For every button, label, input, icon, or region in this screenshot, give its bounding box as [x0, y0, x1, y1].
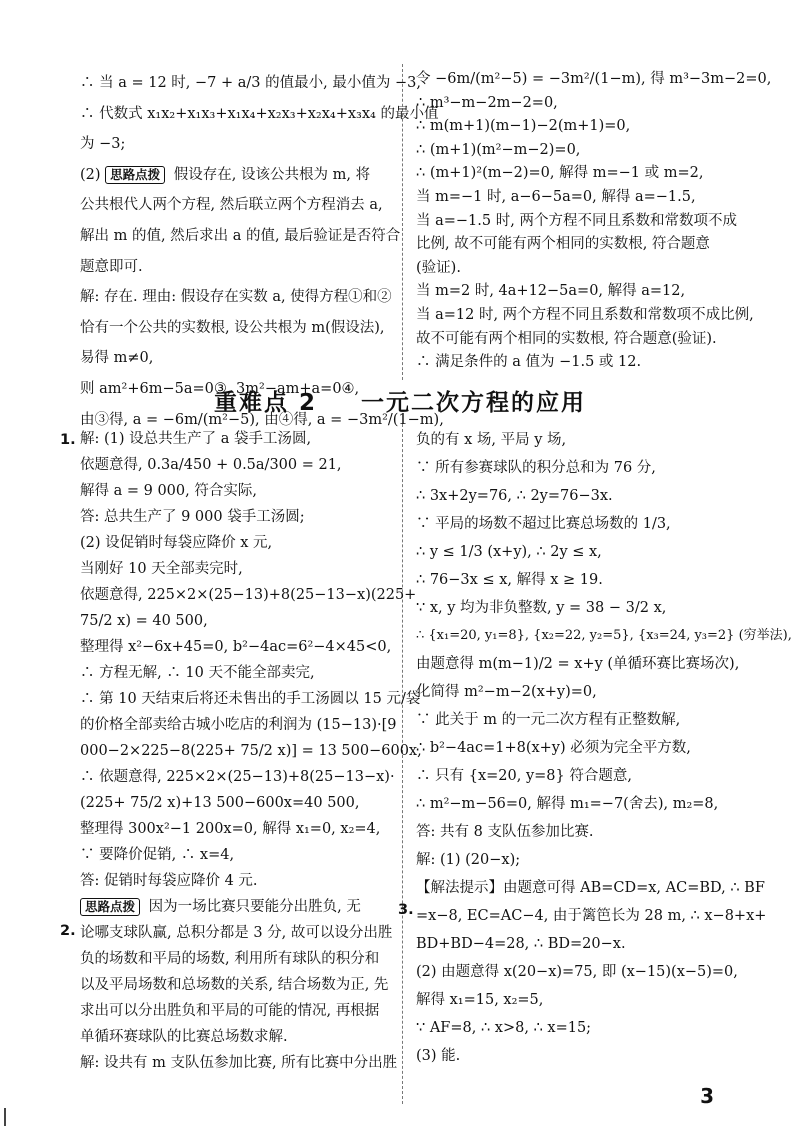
text-line: ∵ 此关于 m 的一元二次方程有正整数解,: [416, 712, 681, 728]
text-line: ∴ 当 a = 12 时, −7 + a/3 的值最小, 最小值为 −3,: [80, 75, 421, 91]
text-line: ∴ b²−4ac=1+8(x+y) 必须为完全平方数,: [416, 740, 691, 756]
text-line: 公共根代人两个方程, 然后联立两个方程消去 a,: [80, 197, 383, 214]
text-line: 化简得 m²−m−2(x+y)=0,: [416, 684, 597, 700]
text-line: ∵ 要降价促销, ∴ x=4,: [80, 847, 235, 863]
left-top-column: [80, 68, 444, 435]
part-label: (2): [80, 166, 101, 183]
text-line: ∴ m³−m−2m−2=0,: [416, 94, 558, 111]
text-line: 整理得 x²−6x+45=0, b²−4ac=6²−4×45<0,: [80, 639, 392, 655]
question-number-1: 1.: [60, 432, 76, 448]
text-line: 以及平局场数和总场数的关系, 结合场数为正, 先: [80, 977, 389, 993]
text-line: ∴ 只有 {x=20, y=8} 符合题意,: [416, 768, 632, 784]
text-line: ∵ AF=8, ∴ x>8, ∴ x=15;: [416, 1020, 592, 1036]
text-line: 【解法提示】由题意可得 AB=CD=x, AC=BD, ∴ BF: [416, 880, 765, 896]
text-line: 为 −3;: [80, 136, 126, 153]
text-line: ∴ (m+1)(m²−m−2)=0,: [416, 141, 581, 158]
text-line: 当 a=−1.5 时, 两个方程不同且系数和常数项不成: [416, 212, 737, 229]
question-number-3: 3.: [398, 902, 414, 918]
text-line: (3) 能.: [416, 1048, 461, 1064]
section-heading: [0, 384, 800, 417]
text-line: 负的场数和平局的场数, 利用所有球队的积分和: [80, 951, 380, 967]
text-line: ∴ 代数式 x₁x₂+x₁x₃+x₁x₄+x₂x₃+x₂x₄+x₃x₄ 的最小值: [80, 105, 439, 122]
section-heading-title: 一元二次方程的应用: [361, 390, 586, 416]
text-line: 依题意得, 225×2×(25−13)+8(25−13−x)(225+: [80, 587, 417, 603]
hint-badge: 思路点拨: [80, 898, 140, 916]
text-line: 论哪支球队赢, 总积分都是 3 分, 故可以设分出胜: [80, 925, 393, 941]
text-line: (2) 由题意得 x(20−x)=75, 即 (x−15)(x−5)=0,: [416, 964, 738, 980]
text-line: 当 m=2 时, 4a+12−5a=0, 解得 a=12,: [416, 283, 686, 300]
text-line: [80, 160, 392, 191]
text-line: 则 am²+6m−5a=0③, 3m²−am+a=0④,: [80, 380, 360, 397]
text-line: 题意即可.: [80, 258, 143, 275]
text-line: 解: (1) 设总共生产了 a 袋手工汤圆,: [80, 431, 312, 447]
text-line: ∵ x, y 均为非负整数, y = 38 − 3/2 x,: [416, 600, 667, 616]
text-line: ∴ {x₁=20, y₁=8}, {x₂=22, y₂=5}, {x₃=24, y₃=2} (穷举法),: [416, 628, 792, 643]
text-line: (验证).: [416, 259, 461, 276]
text-line: 答: 促销时每袋应降价 4 元.: [80, 873, 258, 889]
text-line: ∴ 76−3x ≤ x, 解得 x ≥ 19.: [416, 572, 603, 588]
hint-text: 因为一场比赛只要能分出胜负, 无: [148, 899, 361, 915]
text-line: ∴ 3x+2y=76, ∴ 2y=76−3x.: [416, 488, 613, 504]
text-line: 答: 共有 8 支队伍参加比赛.: [416, 824, 594, 840]
text-line: 负的有 x 场, 平局 y 场,: [416, 432, 567, 448]
right-top-column: [416, 68, 772, 375]
text-line: ∴ y ≤ 1/3 (x+y), ∴ 2y ≤ x,: [416, 544, 602, 560]
section-heading-number: 重难点 2: [213, 390, 317, 416]
text-line: =x−8, EC=AC−4, 由于篱笆长为 28 m, ∴ x−8+x+: [416, 908, 767, 924]
text-line: 故不可能有两个相同的实数根, 符合题意(验证).: [416, 330, 717, 347]
text-line: 解: 存在. 理由: 假设存在实数 a, 使得方程①和②: [80, 289, 392, 306]
text-line: 单循环赛球队的比赛总场数求解.: [80, 1029, 288, 1045]
text-line: 答: 总共生产了 9 000 袋手工汤圆;: [80, 509, 305, 525]
text-line: ∵ 所有参赛球队的积分总和为 76 分,: [416, 460, 656, 476]
text-line: 由③得, a = −6m/(m²−5), 由④得, a = −3m²/(1−m),: [80, 411, 444, 428]
text-line: ∴ 第 10 天结束后将还未售出的手工汤圆以 15 元/袋: [80, 691, 421, 707]
margin-mark: [4, 1108, 6, 1126]
text-line: 求出可以分出胜负和平局的可能的情况, 再根据: [80, 1003, 380, 1019]
text-line: 当 a=12 时, 两个方程不同且系数和常数项不成比例,: [416, 306, 754, 323]
column-divider-bottom: [402, 424, 403, 1104]
text-line: ∴ m²−m−56=0, 解得 m₁=−7(舍去), m₂=8,: [416, 796, 719, 812]
text-line: (225+ 75/2 x)+13 500−600x=40 500,: [80, 795, 360, 811]
text-line: 解: 设共有 m 支队伍参加比赛, 所有比赛中分出胜: [80, 1055, 398, 1071]
text-line: 75/2 x) = 40 500,: [80, 613, 208, 629]
text-line: 解得 a = 9 000, 符合实际,: [80, 483, 257, 499]
text-line: ∴ 满足条件的 a 值为 −1.5 或 12.: [416, 354, 642, 371]
text-line: 易得 m≠0,: [80, 350, 154, 367]
page-number: 3: [700, 1084, 714, 1108]
text-line: 解得 x₁=15, x₂=5,: [416, 992, 544, 1008]
text-line: 的价格全部卖给古城小吃店的利润为 (15−13)·[9: [80, 717, 397, 733]
text-line: 依题意得, 0.3a/450 + 0.5a/300 = 21,: [80, 457, 342, 473]
text-line: ∴ (m+1)²(m−2)=0, 解得 m=−1 或 m=2,: [416, 165, 704, 182]
text-line: 比例, 故不可能有两个相同的实数根, 符合题意: [416, 236, 710, 253]
text-line: ∴ 方程无解, ∴ 10 天不能全部卖完,: [80, 665, 315, 681]
text-line: 由题意得 m(m−1)/2 = x+y (单循环赛比赛场次),: [416, 656, 740, 672]
hint-text: 假设存在, 设该公共根为 m, 将: [173, 166, 371, 183]
text-line: 令 −6m/(m²−5) = −3m²/(1−m), 得 m³−3m−2=0,: [416, 71, 772, 87]
question-number-2: 2.: [60, 923, 76, 939]
text-line: ∵ 平局的场数不超过比赛总场数的 1/3,: [416, 516, 671, 532]
text-line: 当刚好 10 天全部卖完时,: [80, 561, 243, 577]
text-line: 整理得 300x²−1 200x=0, 解得 x₁=0, x₂=4,: [80, 821, 381, 837]
text-line: 当 m=−1 时, a−6−5a=0, 解得 a=−1.5,: [416, 188, 696, 205]
text-line: 解出 m 的值, 然后求出 a 的值, 最后验证是否符合: [80, 227, 401, 244]
text-line: [80, 894, 392, 920]
text-line: 000−2×225−8(225+ 75/2 x)] = 13 500−600x,: [80, 743, 422, 759]
left-bottom-column: [80, 426, 422, 1076]
text-line: ∴ m(m+1)(m−1)−2(m+1)=0,: [416, 118, 631, 135]
text-line: BD+BD−4=28, ∴ BD=20−x.: [416, 936, 626, 952]
text-line: 恰有一个公共的实数根, 设公共根为 m(假设法),: [80, 319, 385, 336]
right-bottom-column: [416, 426, 792, 1070]
text-line: 解: (1) (20−x);: [416, 852, 521, 868]
hint-badge: 思路点拨: [105, 166, 165, 184]
text-line: (2) 设促销时每袋应降价 x 元,: [80, 535, 273, 551]
text-line: ∴ 依题意得, 225×2×(25−13)+8(25−13−x)·: [80, 769, 395, 785]
